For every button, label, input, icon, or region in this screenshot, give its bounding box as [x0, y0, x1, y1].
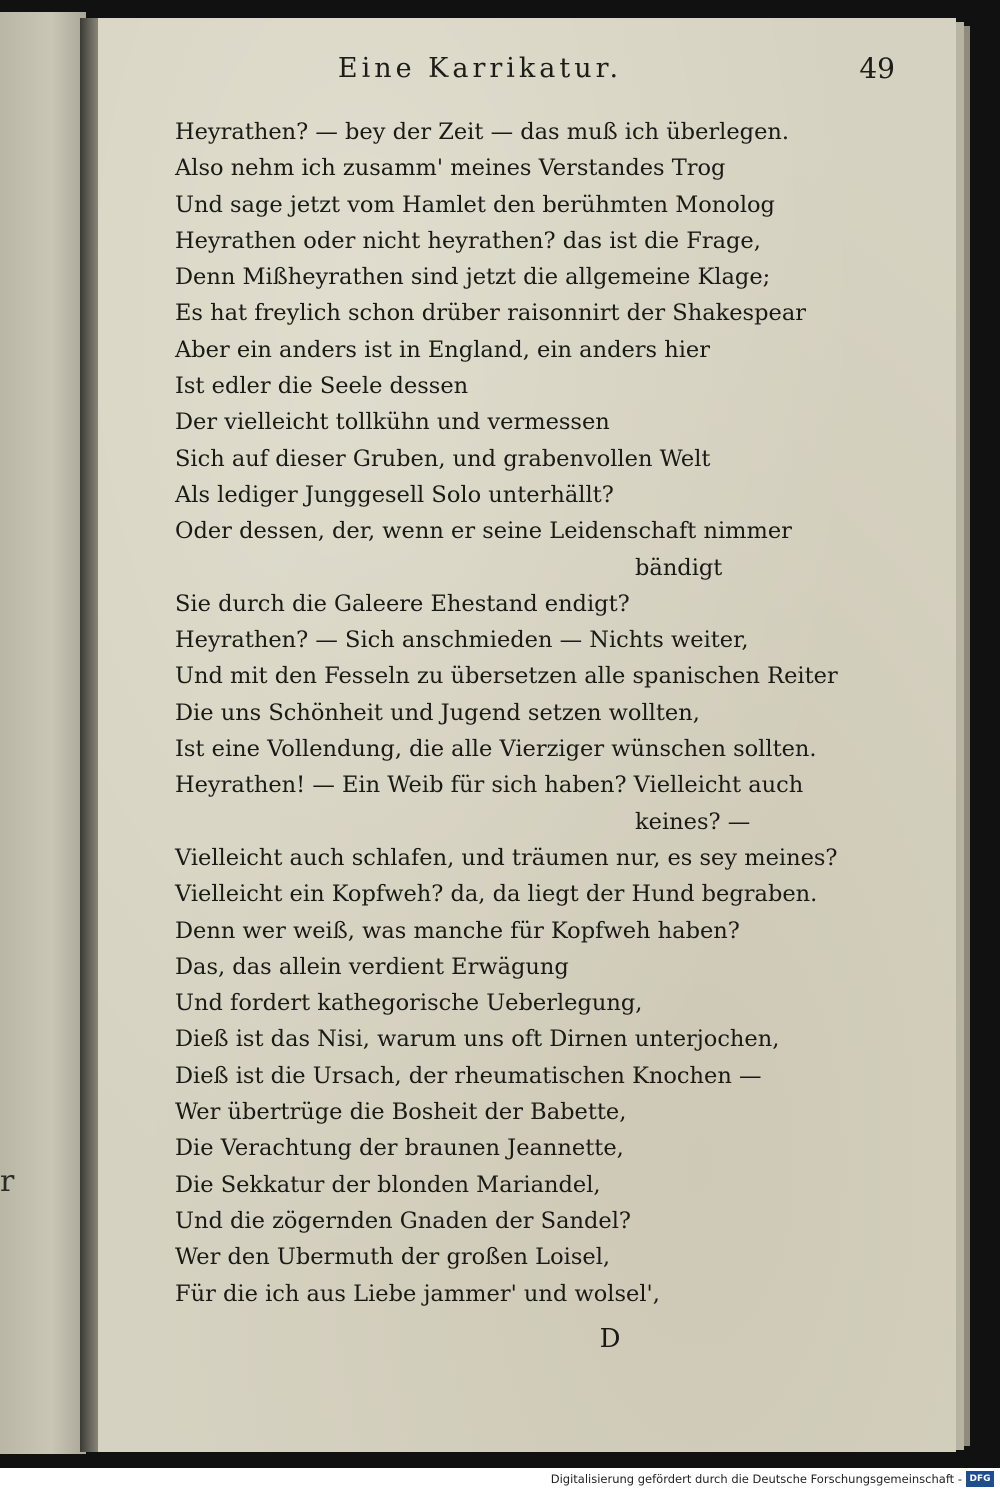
verse-line: Wer den Ubermuth der großen Loisel, — [175, 1244, 611, 1271]
verse-line: Heyrathen? — bey der Zeit — das muß ich überlegen. — [175, 119, 790, 145]
verse-line: Das, das allein verdient Erwägung — [175, 953, 569, 980]
previous-page-fragment — [0, 12, 86, 1454]
page-number: 49 — [859, 52, 895, 85]
verse-line: Aber ein anders ist in England, ein anders hier — [175, 336, 711, 363]
verse-text — [175, 114, 895, 1312]
verse-line: Vielleicht ein Kopfweh? da, da liegt der Hund begraben. — [175, 881, 818, 908]
verse-line: Heyrathen! — Ein Weib für sich haben? Vielleicht auch — [175, 772, 804, 799]
verse-line: Dieß ist die Ursach, der rheumatischen Knochen — — [175, 1062, 762, 1089]
verse-line-continuation: keines? — — [635, 808, 751, 835]
verse-line-continuation: bändigt — [635, 554, 723, 581]
verse-line: Oder dessen, der, wenn er seine Leidenschaft nimmer — [175, 518, 792, 545]
verse-line: Sie durch die Galeere Ehestand endigt? — [175, 590, 630, 617]
page-mark: r — [0, 1164, 15, 1199]
verse-line: Ist eine Vollendung, die alle Vierziger wünschen sollten. — [175, 736, 817, 763]
verse-line: Es hat freylich schon drüber raisonnirt der Shakespear — [175, 300, 806, 327]
verse-line: Wer übertrüge die Bosheit der Babette, — [175, 1099, 627, 1126]
funding-notice: Digitalisierung gefördert durch die Deutsche Forschungsgemeinschaft - — [550, 1472, 962, 1486]
dfg-logo-icon: DFG — [966, 1471, 994, 1487]
verse-line: Und mit den Fesseln zu übersetzen alle spanischen Reiter — [175, 663, 838, 690]
verse-line: Heyrathen oder nicht heyrathen? das ist die Frage, — [175, 227, 761, 254]
verse-line: Die Verachtung der braunen Jeannette, — [175, 1135, 624, 1162]
catchword: D — [599, 1324, 621, 1354]
verse-line: Sich auf dieser Gruben, und grabenvollen Welt — [175, 445, 711, 472]
verse-line: Für die ich aus Liebe jammer' und wolsel', — [175, 1280, 660, 1307]
verse-line: Dieß ist das Nisi, warum uns oft Dirnen unterjochen, — [175, 1026, 780, 1053]
verse-line: Als lediger Junggesell Solo unterhällt? — [175, 481, 614, 508]
verse-line: Denn wer weiß, was manche für Kopfweh haben? — [175, 917, 740, 944]
verse-line: Denn Mißheyrathen sind jetzt die allgemeine Klage; — [175, 264, 771, 291]
page-edge — [956, 22, 964, 1450]
verse-line: Der vielleicht tollkühn und vermessen — [175, 409, 610, 436]
verse-line: Und sage jetzt vom Hamlet den berühmten Monolog — [175, 191, 775, 218]
verse-line: Und die zögernden Gnaden der Sandel? — [175, 1207, 631, 1234]
verse-line: Vielleicht auch schlafen, und träumen nur, es sey meines? — [175, 844, 838, 871]
running-head: Eine Karrikatur. — [337, 53, 623, 84]
verse-line: Ist edler die Seele dessen — [175, 373, 469, 400]
verse-line: Also nehm ich zusamm' meines Verstandes Trog — [175, 155, 726, 182]
footer-bar — [0, 1468, 1000, 1491]
verse-line: Heyrathen? — Sich anschmieden — Nichts weiter, — [175, 627, 749, 654]
verse-line: Die Sekkatur der blonden Mariandel, — [175, 1171, 601, 1198]
verse-line: Und fordert kathegorische Ueberlegung, — [175, 990, 643, 1017]
verse-line: Die uns Schönheit und Jugend setzen wollten, — [175, 699, 700, 726]
page-edge — [964, 26, 970, 1446]
